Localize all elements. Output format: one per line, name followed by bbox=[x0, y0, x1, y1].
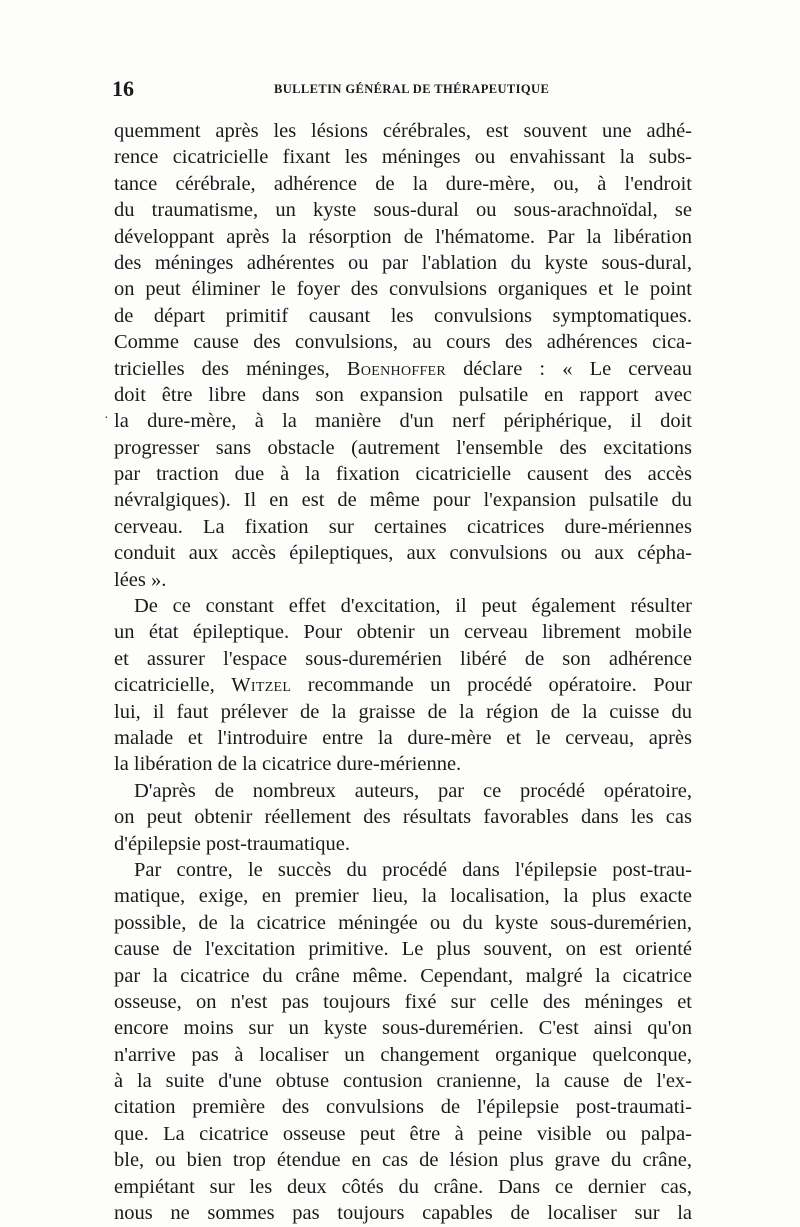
text-line: des méninges adhérentes ou par l'ablation du kyste sous-dural, bbox=[114, 251, 692, 274]
text-line: matique, exige, en premier lieu, la localisation, la plus exacte bbox=[114, 885, 692, 908]
margin-mark: · bbox=[104, 411, 109, 426]
author-name: Witzel bbox=[231, 674, 292, 697]
text-line: rence cicatricielle fixant les méninges ou envahissant la subs- bbox=[114, 146, 692, 169]
text-line: du traumatisme, un kyste sous-dural ou sous-arachnoïdal, se bbox=[114, 199, 692, 222]
text-line: que. La cicatrice osseuse peut être à peine visible ou palpa- bbox=[114, 1122, 692, 1145]
text-line: cause de l'excitation primitive. Le plus souvent, on est orienté bbox=[114, 938, 692, 961]
running-head: BULLETIN GÉNÉRAL DE THÉRAPEUTIQUE bbox=[274, 82, 550, 96]
text-line: D'après de nombreux auteurs, par ce procédé opératoire, bbox=[134, 779, 692, 802]
text-line: Par contre, le succès du procédé dans l'épilepsie post-trau- bbox=[134, 858, 692, 881]
text-line: n'arrive pas à localiser un changement organique quelconque, bbox=[114, 1043, 692, 1066]
text-fragment: cicatricielle, bbox=[114, 674, 215, 697]
text-line: on peut éliminer le foyer des convulsions organiques et le point bbox=[114, 278, 692, 301]
text-line: et assurer l'espace sous-duremérien libéré de son adhérence bbox=[114, 647, 692, 670]
text-line: par traction due à la fixation cicatricielle causent des accès bbox=[114, 463, 692, 486]
text-line: développant après la résorption de l'hématome. Par la libération bbox=[114, 225, 692, 248]
text-line: la libération de la cicatrice dure-mérienne. bbox=[114, 753, 462, 776]
text-line: par la cicatrice du crâne même. Cependant, malgré la cicatrice bbox=[114, 964, 692, 987]
text-line: malade et l'introduire entre la dure-mère et le cerveau, après bbox=[114, 726, 692, 749]
body-text bbox=[114, 118, 692, 1226]
text-line: quemment après les lésions cérébrales, est souvent une adhé- bbox=[114, 120, 692, 142]
text-line: la dure-mère, à la manière d'un nerf périphérique, il doit bbox=[114, 410, 692, 433]
text-line: à la suite d'une obtuse contusion cranienne, la cause de l'ex- bbox=[114, 1070, 692, 1093]
text-fragment: tricielles des méninges, bbox=[114, 357, 330, 380]
text-line: ble, ou bien trop étendue en cas de lésion plus grave du crâne, bbox=[114, 1149, 692, 1172]
text-line: progresser sans obstacle (autrement l'ensemble des excitations bbox=[114, 436, 692, 459]
text-line: névralgiques). Il en est de même pour l'expansion pulsatile du bbox=[114, 489, 692, 512]
text-line: osseuse, on n'est pas toujours fixé sur celle des méninges et bbox=[114, 990, 692, 1013]
page-number: 16 bbox=[112, 76, 134, 101]
text-line: un état épileptique. Pour obtenir un cerveau librement mobile bbox=[114, 621, 692, 644]
text-line: lées ». bbox=[114, 568, 167, 591]
text-line: doit être libre dans son expansion pulsatile en rapport avec bbox=[114, 383, 692, 406]
page-header bbox=[112, 76, 692, 101]
text-line: De ce constant effet d'excitation, il peut également résulter bbox=[134, 595, 692, 618]
text-line-with-author bbox=[114, 672, 692, 698]
text-line: conduit aux accès épileptiques, aux convulsions ou aux cépha- bbox=[114, 542, 692, 565]
text-line: citation première des convulsions de l'épilepsie post-traumati- bbox=[114, 1096, 692, 1119]
text-line: Comme cause des convulsions, au cours des adhérences cica- bbox=[114, 331, 692, 354]
text-line: lui, il faut prélever de la graisse de la région de la cuisse du bbox=[114, 700, 692, 723]
text-line: d'épilepsie post-traumatique. bbox=[114, 832, 350, 855]
text-fragment: déclare : « Le cerveau bbox=[463, 357, 693, 380]
text-line: possible, de la cicatrice méningée ou du kyste sous-duremérien, bbox=[114, 911, 692, 934]
text-line: nous ne sommes pas toujours capables de localiser sur la bbox=[114, 1202, 692, 1225]
text-line: on peut obtenir réellement des résultats favorables dans les cas bbox=[114, 806, 692, 829]
text-line: cerveau. La fixation sur certaines cicatrices dure-mériennes bbox=[114, 515, 692, 538]
text-line: tance cérébrale, adhérence de la dure-mère, ou, à l'endroit bbox=[114, 172, 692, 195]
text-line: de départ primitif causant les convulsions symptomatiques. bbox=[114, 304, 692, 327]
text-line: encore moins sur un kyste sous-duremérien. C'est ainsi qu'on bbox=[114, 1017, 692, 1040]
text-line: empiétant sur les deux côtés du crâne. Dans ce dernier cas, bbox=[114, 1175, 692, 1198]
text-line-with-author bbox=[114, 356, 692, 382]
author-name: Boenhoffer bbox=[346, 357, 447, 380]
text-fragment: recommande un procédé opératoire. Pour bbox=[307, 674, 693, 697]
